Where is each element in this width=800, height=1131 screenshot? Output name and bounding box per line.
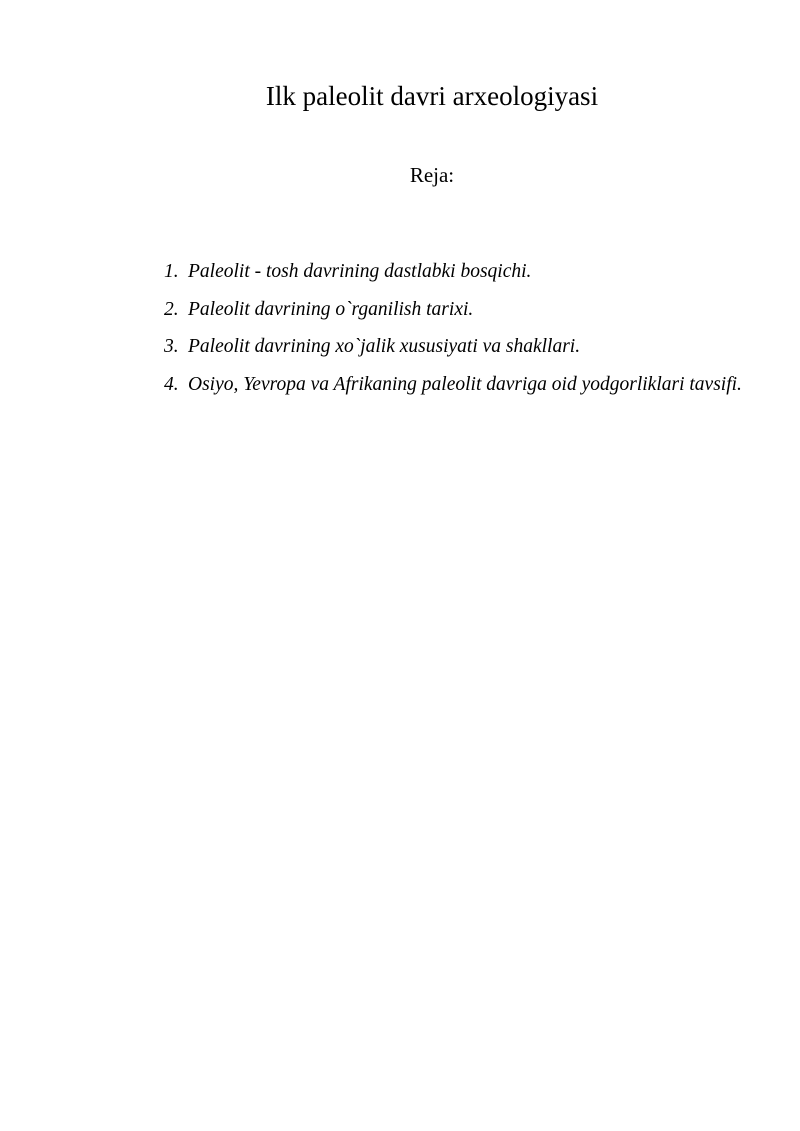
plan-item-text: Paleolit - tosh davrining dastlabki bosqichi. (188, 261, 532, 282)
plan-item-2 (160, 291, 760, 329)
plan-item-text: Paleolit davrining o`rganilish tarixi. (188, 298, 474, 320)
plan-heading: Reja: (409, 163, 455, 187)
plan-item-number: 1. (164, 261, 179, 282)
plan-item-number: 4. (164, 373, 179, 395)
plan-item-3 (160, 328, 760, 366)
plan-item-number: 3. (164, 336, 179, 357)
plan-item-number: 2. (164, 298, 179, 320)
plan-item-text: Osiyo, Yevropa va Afrikaning paleolit davriga oid yodgorliklari tavsifi. (188, 373, 742, 395)
plan-item-1 (160, 253, 760, 291)
plan-list (160, 253, 760, 403)
document-title: Ilk paleolit davri arxeologiyasi (265, 81, 599, 111)
plan-item-4 (160, 366, 760, 404)
plan-item-text: Paleolit davrining xo`jalik xususiyati va shakllari. (188, 336, 581, 357)
